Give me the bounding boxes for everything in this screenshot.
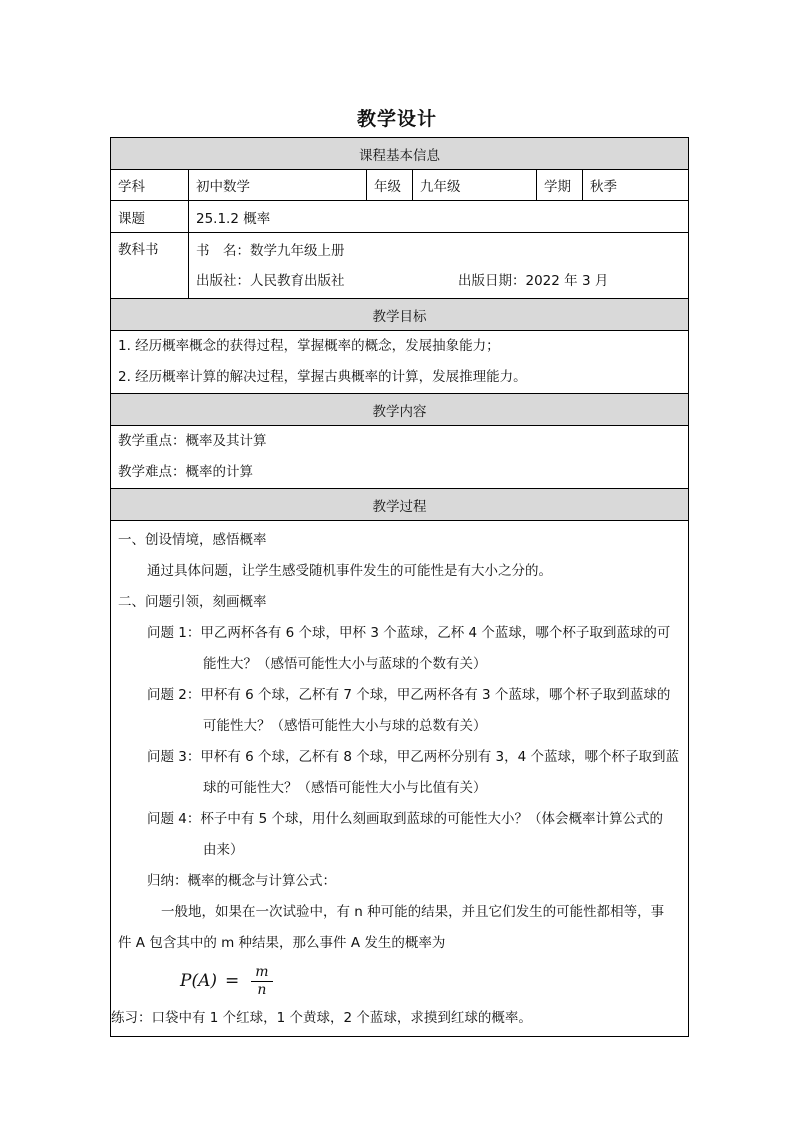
subject-label: 学科 (111, 170, 189, 201)
section-goals: 教学目标 (111, 299, 689, 331)
question-line: 问题 2：甲杯有 6 个球，乙杯有 7 个球，甲乙两杯各有 3 个蓝球，哪个杯子取到蓝球的 (147, 687, 671, 703)
formula-lhs: P(A) (180, 971, 217, 991)
definition-line-cont: 件 A 包含其中的 m 种结果，那么事件 A 发生的概率为 (118, 935, 446, 951)
process-cell (111, 521, 689, 1037)
question-line: 问题 4：杯子中有 5 个球，用什么刻画取到蓝球的可能性大小？（体会概率计算公式的 (147, 811, 664, 827)
summary: 归纳：概率的概念与计算公式： (147, 873, 336, 889)
lesson-label: 课题 (111, 201, 189, 233)
question-item (118, 618, 681, 680)
probability-formula (118, 959, 681, 1003)
section-header-row (111, 489, 689, 521)
term-label: 学期 (537, 170, 583, 201)
difficulty: 教学难点：概率的计算 (118, 464, 253, 480)
question-item (118, 804, 681, 866)
textbook-row (111, 233, 689, 299)
section-header-row (111, 394, 689, 426)
section-content: 教学内容 (111, 394, 689, 426)
step1-text: 通过具体问题，让学生感受随机事件发生的可能性是有大小之分的。 (147, 563, 552, 579)
goal-item: 1. 经历概率概念的获得过程，掌握概率的概念，发展抽象能力； (118, 338, 500, 354)
lesson-row (111, 201, 689, 233)
book-name: 书 名：数学九年级上册 (196, 242, 345, 259)
content-cell (111, 426, 689, 489)
grade-value: 九年级 (413, 170, 537, 201)
process-row (111, 521, 689, 1037)
term-value: 秋季 (583, 170, 689, 201)
document-title: 教学设计 (356, 108, 437, 130)
formula-fraction (251, 964, 272, 999)
question-line-cont: 由来） (203, 842, 244, 858)
section-basic-info: 课程基本信息 (111, 138, 689, 170)
question-line-cont: 能性大？（感悟可能性大小与蓝球的个数有关） (203, 656, 487, 672)
publisher-line (196, 266, 681, 296)
key-point: 教学重点：概率及其计算 (118, 433, 267, 449)
textbook-info (189, 233, 689, 299)
step1-title: 一、创设情境，感悟概率 (118, 532, 267, 548)
publish-date: 出版日期：2022 年 3 月 (458, 272, 609, 289)
question-line-cont: 可能性大？（感悟可能性大小与球的总数有关） (203, 718, 487, 734)
question-item (118, 742, 681, 804)
lesson-value: 25.1.2 概率 (189, 201, 689, 233)
formula-equals: = (224, 971, 240, 991)
lesson-plan-table (110, 137, 689, 1037)
formula-numerator: m (251, 964, 272, 982)
question-item (118, 680, 681, 742)
publisher: 出版社：人民教育出版社 (196, 272, 345, 289)
goals-cell (111, 331, 689, 394)
definition-line: 一般地，如果在一次试验中，有 n 种可能的结果，并且它们发生的可能性都相等，事 (161, 904, 665, 920)
exercise: 练习：口袋中有 1 个红球，1 个黄球，2 个蓝球，求摸到红球的概率。 (111, 1010, 532, 1026)
basic-info-row (111, 170, 689, 201)
question-line: 问题 3：甲杯有 6 个球，乙杯有 8 个球，甲乙两杯分别有 3，4 个蓝球，哪个杯子取到蓝 (147, 749, 679, 765)
textbook-label: 教科书 (111, 233, 189, 299)
question-line-cont: 球的可能性大？（感悟可能性大小与比值有关） (203, 780, 487, 796)
grade-label: 年级 (367, 170, 413, 201)
section-process: 教学过程 (111, 489, 689, 521)
goals-row (111, 331, 689, 394)
goal-item: 2. 经历概率计算的解决过程，掌握古典概率的计算，发展推理能力。 (118, 369, 527, 385)
step2-title: 二、问题引领，刻画概率 (118, 594, 267, 610)
subject-value: 初中数学 (189, 170, 367, 201)
section-header-row (111, 299, 689, 331)
formula-denominator: n (257, 981, 267, 998)
question-line: 问题 1：甲乙两杯各有 6 个球，甲杯 3 个蓝球，乙杯 4 个蓝球，哪个杯子取到蓝球的可 (147, 625, 671, 641)
content-row (111, 426, 689, 489)
section-header-row (111, 138, 689, 170)
